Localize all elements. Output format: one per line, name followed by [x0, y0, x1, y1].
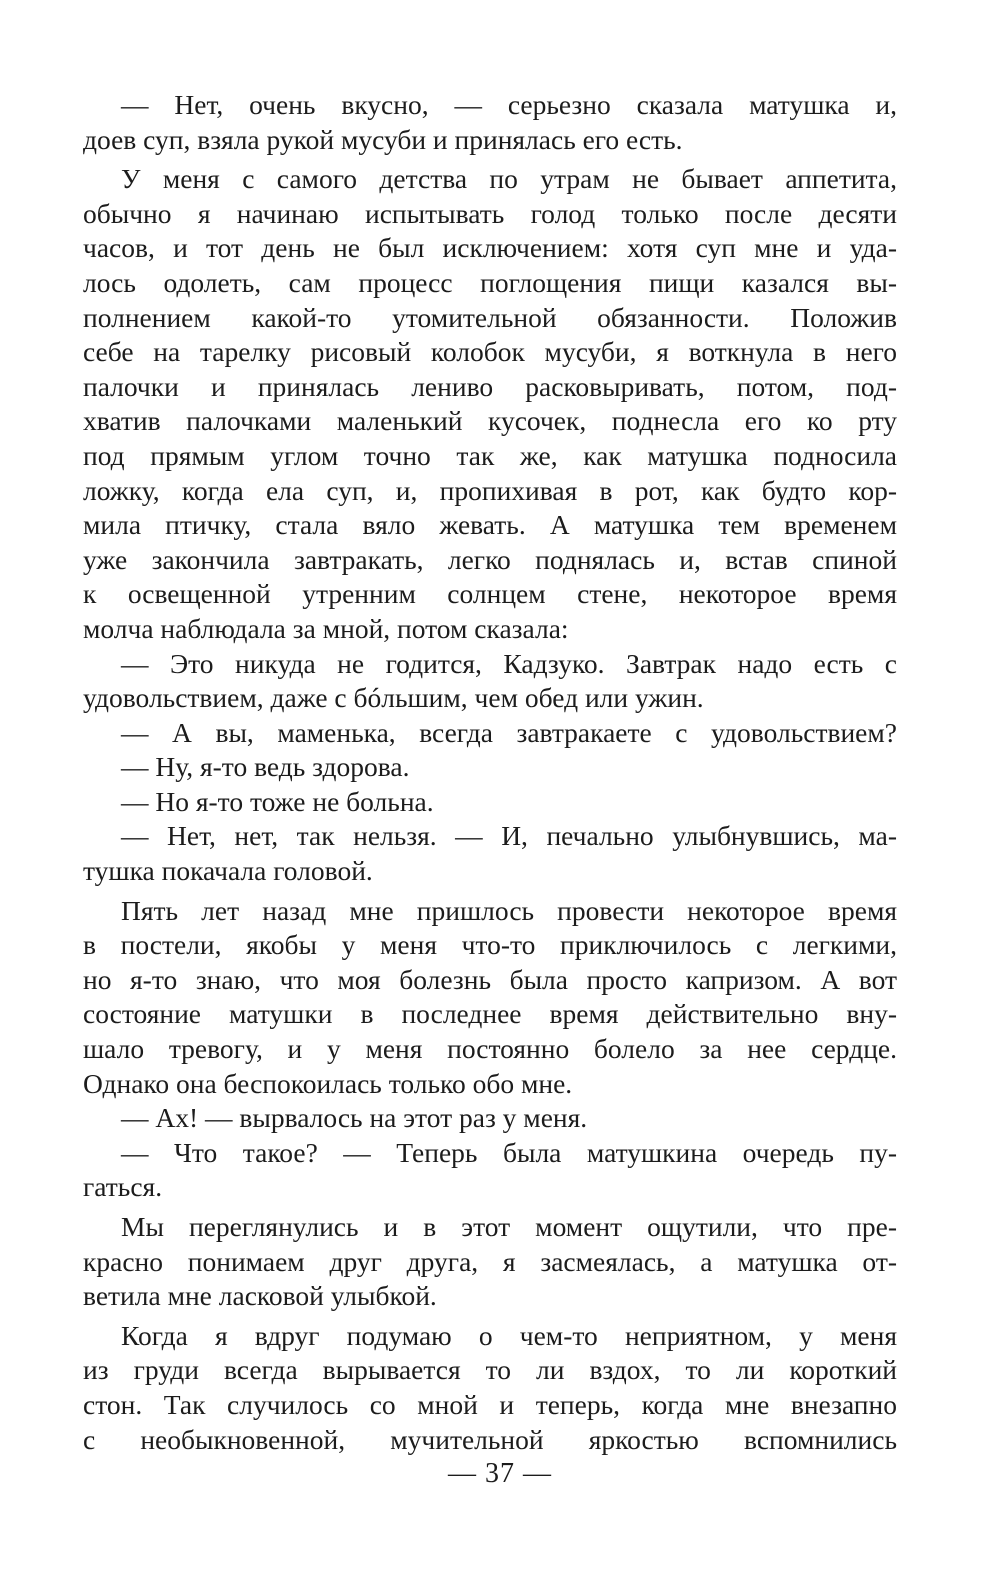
paragraph — [83, 819, 897, 888]
text-line: в постели, якобы у меня что-то приключилось с легкими, — [83, 929, 897, 961]
text-line: У меня с самого детства по утрам не бывает аппетита, — [121, 163, 897, 195]
paragraph — [83, 162, 897, 646]
paragraph — [83, 894, 897, 1102]
text-line: гаться. — [83, 1171, 163, 1203]
text-line: тушка покачала головой. — [83, 855, 373, 887]
text-line: красно понимаем друг друга, я засмеялась, а матушка от- — [83, 1245, 897, 1277]
text-line: себе на тарелку рисовый колобок мусуби, я воткнула в него — [83, 336, 897, 368]
text-line: — А вы, маменька, всегда завтракаете с удовольствием? — [121, 716, 897, 748]
text-line: часов, и тот день не был исключением: хотя суп мне и уда- — [83, 232, 897, 264]
text-line: ложку, когда ела суп, и, пропихивая в рот, как будто кор- — [83, 474, 897, 506]
text-line: состояние матушки в последнее время действительно вну- — [83, 998, 897, 1030]
page-number: — 37 — — [448, 1458, 552, 1489]
paragraph — [83, 750, 897, 785]
text-line: к освещенной утренним солнцем стене, некоторое время — [83, 578, 897, 610]
text-line: удовольствием, даже с бóльшим, чем обед или ужин. — [83, 682, 704, 714]
text-line: обычно я начинаю испытывать голод только после десяти — [83, 197, 897, 229]
text-line: — Ну, я-то ведь здорова. — [121, 751, 410, 783]
text-line: уже закончила завтракать, легко поднялась и, встав спиной — [83, 543, 897, 575]
text-line: под прямым углом точно так же, как матушка подносила — [83, 439, 897, 471]
text-line: Когда я вдруг подумаю о чем-то неприятном, у меня — [121, 1319, 897, 1351]
text-line: молча наблюдала за мной, потом сказала: — [83, 612, 569, 644]
text-line: Однако она беспокоилась только обо мне. — [83, 1067, 573, 1099]
paragraph — [83, 1136, 897, 1205]
text-line: лось одолеть, сам процесс поглощения пищи казался вы- — [83, 266, 897, 298]
paragraph — [83, 785, 897, 820]
paragraph — [83, 88, 897, 157]
text-line: — Нет, очень вкусно, — серьезно сказала матушка и, — [121, 89, 897, 120]
text-line: Пять лет назад мне пришлось провести некоторое время — [121, 894, 897, 926]
paragraph — [83, 716, 897, 751]
text-line: хватив палочками маленький кусочек, поднесла его ко рту — [83, 405, 897, 437]
text-line: стон. Так случилось со мной и теперь, когда мне внезапно — [83, 1388, 897, 1420]
paragraph — [83, 647, 897, 716]
text-line: ветила мне ласковой улыбкой. — [83, 1280, 437, 1312]
text-line: — Это никуда не годится, Кадзуко. Завтрак надо есть с — [121, 647, 897, 679]
paragraph — [83, 1101, 897, 1136]
paragraph — [83, 1319, 897, 1457]
text-line: доев суп, взяла рукой мусуби и принялась его есть. — [83, 123, 683, 155]
page-body — [83, 88, 897, 1457]
text-line: полнением какой-то утомительной обязанности. Положив — [83, 301, 897, 333]
text-line: мила птичку, стала вяло жевать. А матушка тем временем — [83, 509, 897, 541]
text-line: — Но я-то тоже не больна. — [121, 785, 434, 817]
text-line: но я-то знаю, что моя болезнь была просто капризом. А вот — [83, 963, 897, 995]
text-line: — Нет, нет, так нельзя. — И, печально улыбнувшись, ма- — [121, 820, 897, 852]
text-line: палочки и принялась лениво расковыривать, потом, под- — [83, 370, 897, 402]
text-line: — Что такое? — Теперь была матушкина очередь пу- — [121, 1136, 897, 1168]
text-line: с необыкновенной, мучительной яркостью вспомнились — [83, 1423, 897, 1455]
text-line: Мы переглянулись и в этот момент ощутили, что пре- — [121, 1211, 897, 1242]
text-line: — Ах! — вырвалось на этот раз у меня. — [121, 1102, 588, 1134]
text-line: из груди всегда вырывается то ли вздох, то ли короткий — [83, 1354, 897, 1386]
paragraph — [83, 1210, 897, 1314]
text-line: шало тревогу, и у меня постоянно болело за нее сердце. — [83, 1033, 897, 1065]
